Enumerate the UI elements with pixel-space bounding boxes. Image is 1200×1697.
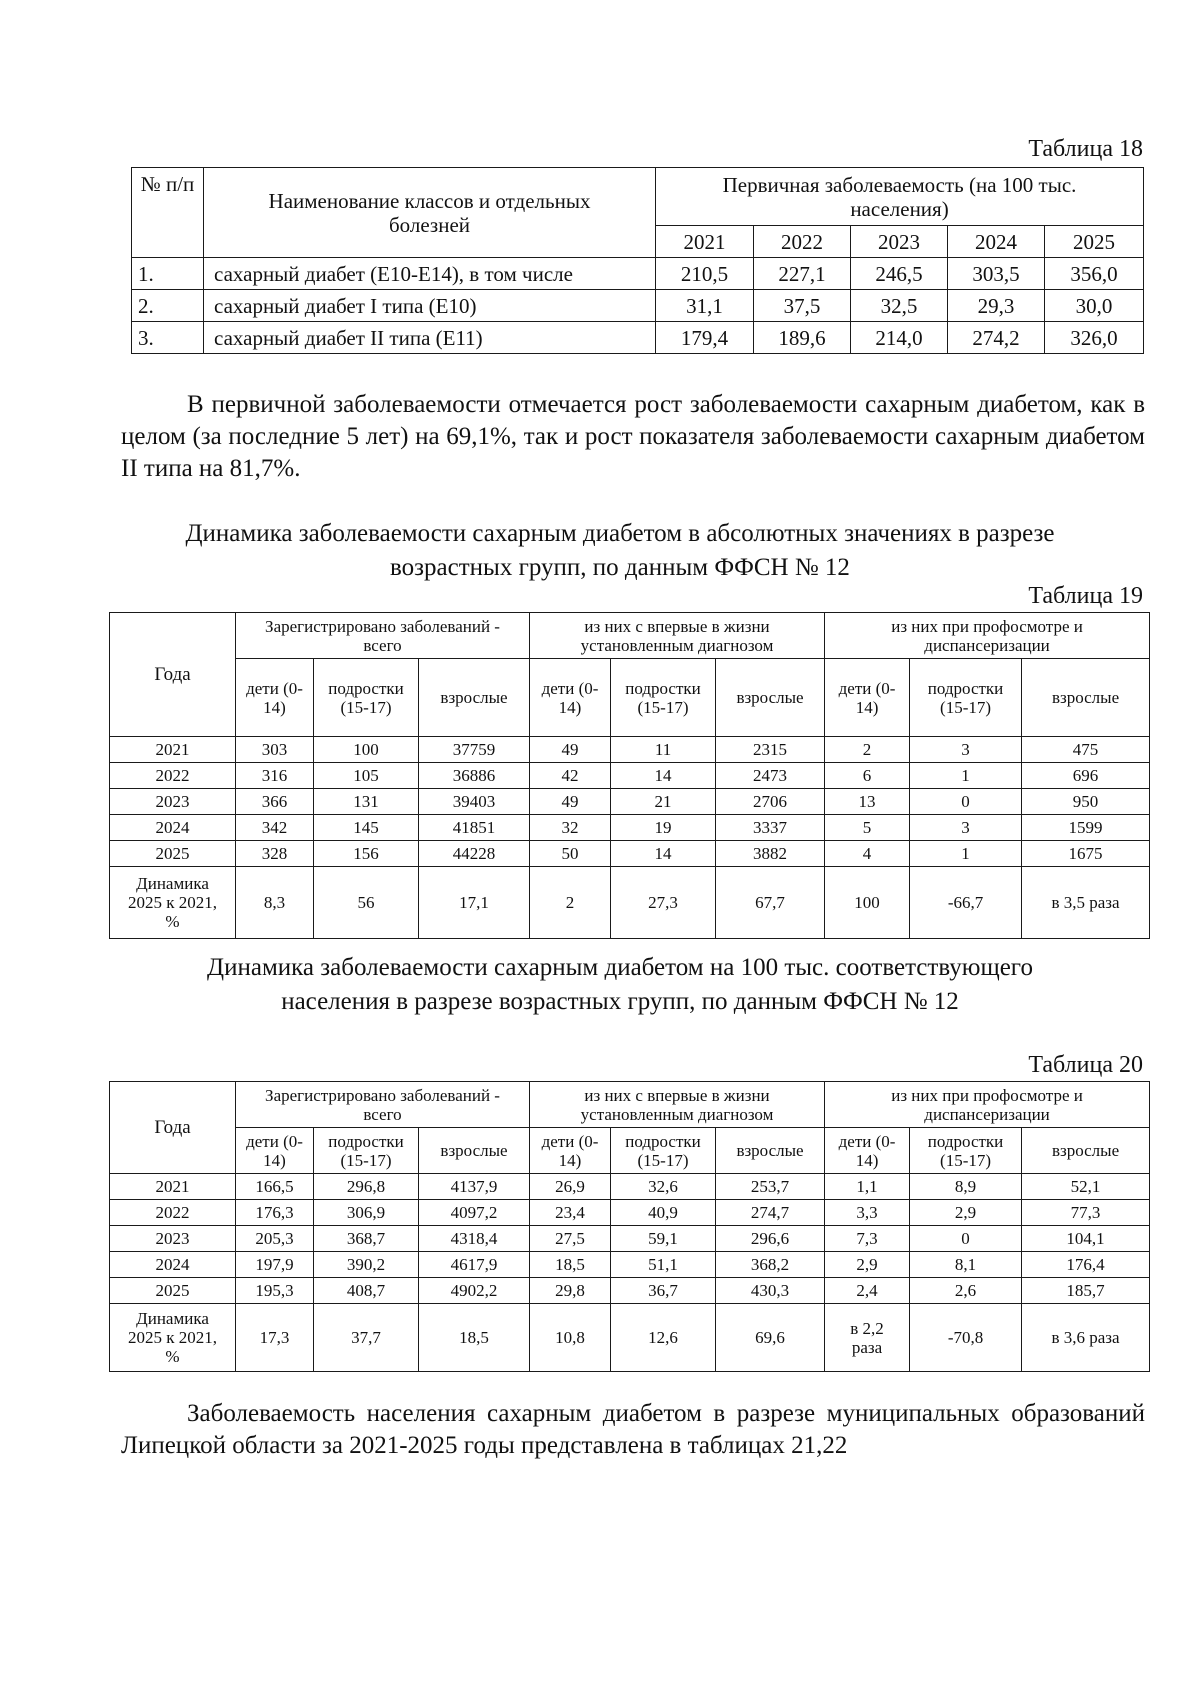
t19-cell: 328 bbox=[236, 841, 314, 867]
t20-sub-children: дети (0-14) bbox=[825, 1128, 910, 1174]
t20-cell: 166,5 bbox=[236, 1174, 314, 1200]
table-row bbox=[132, 322, 1144, 354]
t18-cell: 210,5 bbox=[656, 258, 754, 290]
t19-cell: 3 bbox=[910, 737, 1022, 763]
table20-caption: Таблица 20 bbox=[1028, 1052, 1143, 1078]
t20-cell: 7,3 bbox=[825, 1226, 910, 1252]
t20-cell: 430,3 bbox=[716, 1278, 825, 1304]
t20-cell: 296,8 bbox=[314, 1174, 419, 1200]
t19-cell: в 3,5 раза bbox=[1022, 867, 1150, 939]
table-row bbox=[110, 1174, 1150, 1200]
t19-cell: 156 bbox=[314, 841, 419, 867]
t20-cell: 37,7 bbox=[314, 1304, 419, 1372]
t19-cell: 100 bbox=[314, 737, 419, 763]
t19-row-year: 2024 bbox=[110, 815, 236, 841]
t20-cell: 10,8 bbox=[530, 1304, 611, 1372]
table-row bbox=[110, 1252, 1150, 1278]
t20-cell: 0 bbox=[910, 1226, 1022, 1252]
t19-cell: 6 bbox=[825, 763, 910, 789]
table-row-dynamics bbox=[110, 1304, 1150, 1372]
t20-row-year: 2021 bbox=[110, 1174, 236, 1200]
t19-cell: 475 bbox=[1022, 737, 1150, 763]
t20-cell: 51,1 bbox=[611, 1252, 716, 1278]
t20-cell: 1,1 bbox=[825, 1174, 910, 1200]
t20-cell: 23,4 bbox=[530, 1200, 611, 1226]
t18-row-num: 3. bbox=[132, 322, 204, 354]
t19-sub-adults: взрослые bbox=[419, 659, 530, 737]
t19-cell: 14 bbox=[611, 841, 716, 867]
t20-cell: 4137,9 bbox=[419, 1174, 530, 1200]
table-row bbox=[110, 763, 1150, 789]
t20-cell: 2,9 bbox=[825, 1252, 910, 1278]
t20-sub-children: дети (0-14) bbox=[236, 1128, 314, 1174]
t20-cell: 26,9 bbox=[530, 1174, 611, 1200]
t20-cell: 12,6 bbox=[611, 1304, 716, 1372]
t20-cell: 195,3 bbox=[236, 1278, 314, 1304]
t19-cell: 11 bbox=[611, 737, 716, 763]
t20-cell: 8,9 bbox=[910, 1174, 1022, 1200]
t20-cell: 27,5 bbox=[530, 1226, 611, 1252]
t20-cell: 185,7 bbox=[1022, 1278, 1150, 1304]
t19-cell: 50 bbox=[530, 841, 611, 867]
t19-dynamics-label: Динамика 2025 к 2021, % bbox=[110, 867, 236, 939]
t19-cell: 316 bbox=[236, 763, 314, 789]
table-row bbox=[110, 815, 1150, 841]
t19-cell: 14 bbox=[611, 763, 716, 789]
t19-row-year: 2025 bbox=[110, 841, 236, 867]
t19-cell: -66,7 bbox=[910, 867, 1022, 939]
t18-cell: 37,5 bbox=[754, 290, 851, 322]
t19-cell: 2 bbox=[530, 867, 611, 939]
t19-sub-adults: взрослые bbox=[1022, 659, 1150, 737]
t19-cell: 37759 bbox=[419, 737, 530, 763]
t20-row-year: 2023 bbox=[110, 1226, 236, 1252]
t20-group-first-diagnosed: из них с впервые в жизни установленным диагнозом bbox=[530, 1082, 825, 1128]
t19-sub-children: дети (0-14) bbox=[236, 659, 314, 737]
t20-cell: 32,6 bbox=[611, 1174, 716, 1200]
t18-cell: 189,6 bbox=[754, 322, 851, 354]
t20-cell: 176,4 bbox=[1022, 1252, 1150, 1278]
t19-sub-teens: подростки (15-17) bbox=[314, 659, 419, 737]
table-row bbox=[110, 789, 1150, 815]
t19-sub-children: дети (0-14) bbox=[825, 659, 910, 737]
t18-cell: 31,1 bbox=[656, 290, 754, 322]
t20-cell: 29,8 bbox=[530, 1278, 611, 1304]
t19-cell: 67,7 bbox=[716, 867, 825, 939]
t20-cell: 2,6 bbox=[910, 1278, 1022, 1304]
t19-sub-teens: подростки (15-17) bbox=[910, 659, 1022, 737]
t19-sub-children: дети (0-14) bbox=[530, 659, 611, 737]
table-row bbox=[132, 290, 1144, 322]
t18-year-2021: 2021 bbox=[656, 226, 754, 258]
t20-cell: 8,1 bbox=[910, 1252, 1022, 1278]
t19-cell: 56 bbox=[314, 867, 419, 939]
t19-cell: 145 bbox=[314, 815, 419, 841]
t19-cell: 342 bbox=[236, 815, 314, 841]
t18-year-2024: 2024 bbox=[948, 226, 1045, 258]
t20-cell: 17,3 bbox=[236, 1304, 314, 1372]
t19-cell: 2706 bbox=[716, 789, 825, 815]
t19-cell: 131 bbox=[314, 789, 419, 815]
t20-cell: -70,8 bbox=[910, 1304, 1022, 1372]
t19-cell: 950 bbox=[1022, 789, 1150, 815]
t19-cell: 13 bbox=[825, 789, 910, 815]
t18-header-name: Наименование классов и отдельных болезней bbox=[204, 168, 656, 258]
t19-cell: 2315 bbox=[716, 737, 825, 763]
t19-cell: 49 bbox=[530, 789, 611, 815]
t19-row-year: 2021 bbox=[110, 737, 236, 763]
t18-cell: 356,0 bbox=[1045, 258, 1144, 290]
t19-cell: 44228 bbox=[419, 841, 530, 867]
t20-cell: 4902,2 bbox=[419, 1278, 530, 1304]
t18-cell: 30,0 bbox=[1045, 290, 1144, 322]
t18-cell: 179,4 bbox=[656, 322, 754, 354]
t19-cell: 17,1 bbox=[419, 867, 530, 939]
table-row-dynamics bbox=[110, 867, 1150, 939]
t18-cell: 32,5 bbox=[851, 290, 948, 322]
t20-cell: 36,7 bbox=[611, 1278, 716, 1304]
t19-cell: 42 bbox=[530, 763, 611, 789]
t19-cell: 1675 bbox=[1022, 841, 1150, 867]
t20-cell: 69,6 bbox=[716, 1304, 825, 1372]
t18-cell: 227,1 bbox=[754, 258, 851, 290]
t20-cell: 59,1 bbox=[611, 1226, 716, 1252]
t18-year-2023: 2023 bbox=[851, 226, 948, 258]
t20-cell: 3,3 bbox=[825, 1200, 910, 1226]
t18-cell: 274,2 bbox=[948, 322, 1045, 354]
t20-cell: 408,7 bbox=[314, 1278, 419, 1304]
t19-cell: 4 bbox=[825, 841, 910, 867]
t19-cell: 1 bbox=[910, 763, 1022, 789]
t20-cell: 4097,2 bbox=[419, 1200, 530, 1226]
table19-title: Динамика заболеваемости сахарным диабетом в абсолютных значениях в разрезе возрастных групп, по данным ФФСН № 12 bbox=[185, 520, 1055, 581]
t20-cell: 4318,4 bbox=[419, 1226, 530, 1252]
t18-cell: 326,0 bbox=[1045, 322, 1144, 354]
t19-cell: 2473 bbox=[716, 763, 825, 789]
t19-row-year: 2023 bbox=[110, 789, 236, 815]
t19-sub-teens: подростки (15-17) bbox=[611, 659, 716, 737]
table19-caption: Таблица 19 bbox=[1028, 583, 1143, 609]
t20-sub-teens: подростки (15-17) bbox=[314, 1128, 419, 1174]
t19-cell: 366 bbox=[236, 789, 314, 815]
t19-cell: 1599 bbox=[1022, 815, 1150, 841]
table-row bbox=[132, 258, 1144, 290]
t19-group-registered: Зарегистрировано заболеваний - всего bbox=[236, 613, 530, 659]
t20-cell: 274,7 bbox=[716, 1200, 825, 1226]
t20-sub-teens: подростки (15-17) bbox=[611, 1128, 716, 1174]
t18-year-2025: 2025 bbox=[1045, 226, 1144, 258]
t19-sub-adults: взрослые bbox=[716, 659, 825, 737]
t20-cell: 197,9 bbox=[236, 1252, 314, 1278]
t20-cell: 176,3 bbox=[236, 1200, 314, 1226]
t19-cell: 696 bbox=[1022, 763, 1150, 789]
t20-cell: 77,3 bbox=[1022, 1200, 1150, 1226]
t20-cell: 2,4 bbox=[825, 1278, 910, 1304]
t20-header-year: Года bbox=[110, 1082, 236, 1174]
t20-group-registered: Зарегистрировано заболеваний - всего bbox=[236, 1082, 530, 1128]
t19-cell: 49 bbox=[530, 737, 611, 763]
t20-cell: 205,3 bbox=[236, 1226, 314, 1252]
t19-cell: 303 bbox=[236, 737, 314, 763]
t19-group-first-diagnosed: из них с впервые в жизни установленным диагнозом bbox=[530, 613, 825, 659]
t20-cell: 2,9 bbox=[910, 1200, 1022, 1226]
t18-cell: 29,3 bbox=[948, 290, 1045, 322]
t19-cell: 0 bbox=[910, 789, 1022, 815]
table-row bbox=[110, 1226, 1150, 1252]
table-row bbox=[110, 841, 1150, 867]
t20-row-year: 2024 bbox=[110, 1252, 236, 1278]
t20-sub-teens: подростки (15-17) bbox=[910, 1128, 1022, 1174]
table-row bbox=[110, 737, 1150, 763]
t20-cell: в 3,6 раза bbox=[1022, 1304, 1150, 1372]
t20-cell: 18,5 bbox=[530, 1252, 611, 1278]
t20-cell: 368,7 bbox=[314, 1226, 419, 1252]
t19-header-year: Года bbox=[110, 613, 236, 737]
t20-cell: 4617,9 bbox=[419, 1252, 530, 1278]
t20-dynamics-label: Динамика 2025 к 2021, % bbox=[110, 1304, 236, 1372]
t19-cell: 2 bbox=[825, 737, 910, 763]
t20-sub-children: дети (0-14) bbox=[530, 1128, 611, 1174]
t19-cell: 19 bbox=[611, 815, 716, 841]
t20-cell: 104,1 bbox=[1022, 1226, 1150, 1252]
t18-cell: 303,5 bbox=[948, 258, 1045, 290]
t18-row-num: 2. bbox=[132, 290, 204, 322]
table20 bbox=[109, 1081, 1150, 1372]
t19-cell: 36886 bbox=[419, 763, 530, 789]
table19 bbox=[109, 612, 1150, 939]
t18-cell: 246,5 bbox=[851, 258, 948, 290]
t20-row-year: 2022 bbox=[110, 1200, 236, 1226]
table18 bbox=[131, 167, 1144, 354]
t19-cell: 105 bbox=[314, 763, 419, 789]
t20-cell: 40,9 bbox=[611, 1200, 716, 1226]
t19-cell: 32 bbox=[530, 815, 611, 841]
t19-cell: 3337 bbox=[716, 815, 825, 841]
t18-year-2022: 2022 bbox=[754, 226, 851, 258]
t18-header-num: № п/п bbox=[132, 168, 204, 258]
t20-cell: 52,1 bbox=[1022, 1174, 1150, 1200]
paragraph-incidence-growth: В первичной заболеваемости отмечается рост заболеваемости сахарным диабетом, как в целом (за последние 5 лет) на 69,1%, так и рост показателя заболеваемости сахарным диабетом II типа на 81,7%. bbox=[121, 391, 1145, 482]
t20-cell: 296,6 bbox=[716, 1226, 825, 1252]
t19-row-year: 2022 bbox=[110, 763, 236, 789]
t19-cell: 41851 bbox=[419, 815, 530, 841]
table-row bbox=[110, 1278, 1150, 1304]
t20-cell: 253,7 bbox=[716, 1174, 825, 1200]
t19-cell: 5 bbox=[825, 815, 910, 841]
t20-group-checkups: из них при профосмотре и диспансеризации bbox=[825, 1082, 1150, 1128]
t20-sub-adults: взрослые bbox=[419, 1128, 530, 1174]
t19-cell: 21 bbox=[611, 789, 716, 815]
t20-row-year: 2025 bbox=[110, 1278, 236, 1304]
table-row bbox=[110, 1200, 1150, 1226]
paragraph-municipal-reference: Заболеваемость населения сахарным диабетом в разрезе муниципальных образований Липецкой области за 2021-2025 годы представлена в таблицах 21,22 bbox=[121, 1400, 1145, 1459]
t19-cell: 100 bbox=[825, 867, 910, 939]
table20-title: Динамика заболеваемости сахарным диабетом на 100 тыс. соответствующего населения в разрезе возрастных групп, по данным ФФСН № 12 bbox=[207, 954, 1033, 1015]
t20-cell: в 2,2 раза bbox=[825, 1304, 910, 1372]
t20-cell: 368,2 bbox=[716, 1252, 825, 1278]
t19-cell: 3 bbox=[910, 815, 1022, 841]
t19-cell: 27,3 bbox=[611, 867, 716, 939]
t18-row-num: 1. bbox=[132, 258, 204, 290]
t19-cell: 3882 bbox=[716, 841, 825, 867]
t18-row-name: сахарный диабет (E10-E14), в том числе bbox=[204, 258, 656, 290]
table18-caption: Таблица 18 bbox=[1028, 136, 1143, 162]
t18-row-name: сахарный диабет I типа (E10) bbox=[204, 290, 656, 322]
t19-cell: 1 bbox=[910, 841, 1022, 867]
t19-cell: 8,3 bbox=[236, 867, 314, 939]
t18-row-name: сахарный диабет II типа (E11) bbox=[204, 322, 656, 354]
t20-sub-adults: взрослые bbox=[1022, 1128, 1150, 1174]
t20-sub-adults: взрослые bbox=[716, 1128, 825, 1174]
t18-cell: 214,0 bbox=[851, 322, 948, 354]
t20-cell: 390,2 bbox=[314, 1252, 419, 1278]
t19-group-checkups: из них при профосмотре и диспансеризации bbox=[825, 613, 1150, 659]
t19-cell: 39403 bbox=[419, 789, 530, 815]
t20-cell: 306,9 bbox=[314, 1200, 419, 1226]
t20-cell: 18,5 bbox=[419, 1304, 530, 1372]
t18-header-group: Первичная заболеваемость (на 100 тыс. населения) bbox=[656, 168, 1144, 226]
